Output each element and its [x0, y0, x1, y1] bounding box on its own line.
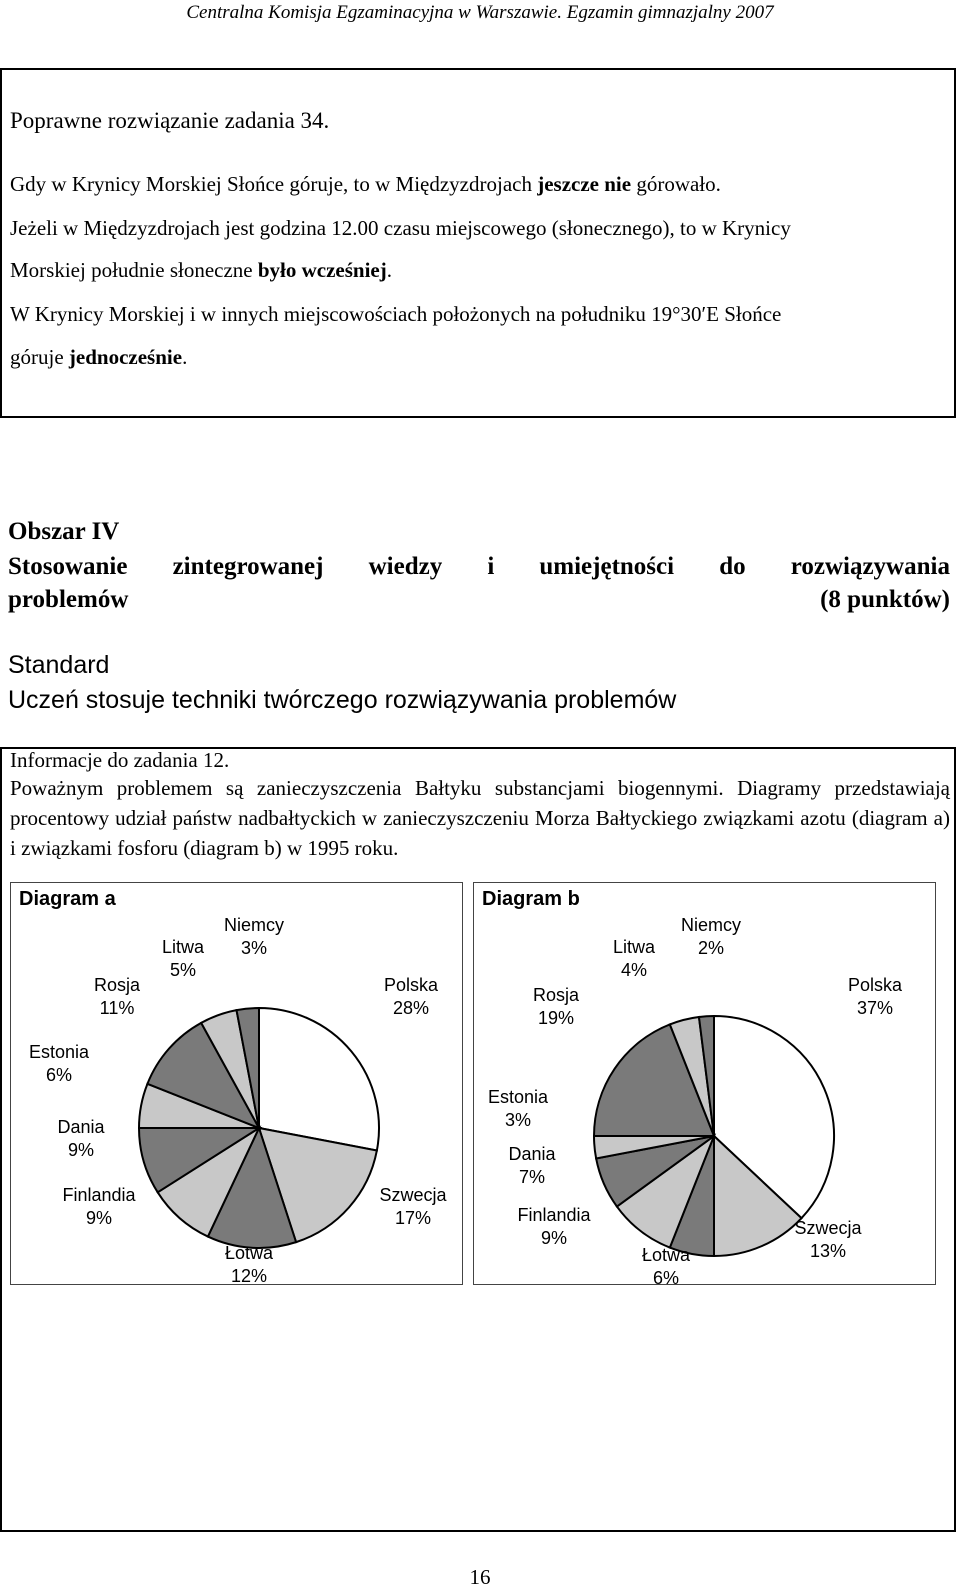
slice-value: 3%: [240, 938, 268, 958]
solution-line-5: [10, 345, 187, 370]
chart-title: Diagram a: [19, 888, 116, 910]
slice-value: 5%: [169, 960, 197, 980]
slice-label: Rosja: [93, 975, 141, 995]
slice-label: Niemcy: [223, 915, 285, 935]
emphasis: jeszcze nie: [537, 172, 632, 196]
text: .: [386, 258, 393, 282]
slice-label: Litwa: [161, 937, 205, 957]
text: góruje: [10, 345, 69, 369]
text: górowało.: [631, 172, 721, 196]
slice-value: 11%: [99, 998, 135, 1018]
slice-label: Dania: [508, 1144, 556, 1164]
solution-line-2: Jeżeli w Międzyzdrojach jest godzina 12.00 czasu miejscowego (słonecznego), to w Krynicy: [10, 216, 791, 240]
page-header: Centralna Komisja Egzaminacyjna w Warszawie. Egzamin gimnazjalny 2007: [186, 2, 774, 23]
slice-value: 4%: [620, 960, 648, 980]
info-box: [0, 747, 956, 1532]
slice-label: Dania: [57, 1117, 105, 1137]
subtitle-end-word: problemów: [8, 586, 129, 613]
page-number: 16: [469, 1565, 491, 1589]
slice-label: Szwecja: [379, 1185, 447, 1205]
slice-value: 9%: [540, 1228, 568, 1248]
text: .: [182, 345, 188, 369]
subtitle-word: i: [487, 553, 495, 580]
slice-value: 6%: [45, 1065, 73, 1085]
slice-value: 17%: [394, 1208, 432, 1228]
pie-slice-polska: [259, 1008, 379, 1150]
points-label: (8 punktów): [820, 586, 950, 613]
standard-text: Uczeń stosuje techniki twórczego rozwiązywania problemów: [8, 686, 677, 714]
section-title: Obszar IV: [8, 518, 120, 545]
diagram-b-frame: [473, 882, 936, 1285]
slice-label: Litwa: [612, 937, 656, 957]
slice-label: Rosja: [532, 985, 580, 1005]
slice-label: Łotwa: [224, 1243, 274, 1263]
chart-title: Diagram b: [482, 888, 580, 910]
slice-value: 9%: [85, 1208, 113, 1228]
slice-label: Finlandia: [517, 1205, 591, 1225]
solution-line-1: [10, 172, 721, 197]
slice-value: 3%: [504, 1110, 532, 1130]
slice-label: Finlandia: [62, 1185, 136, 1205]
slice-value: 28%: [392, 998, 430, 1018]
subtitle-word: Stosowanie: [8, 553, 128, 580]
slice-label: Estonia: [28, 1042, 90, 1062]
slice-label: Polska: [383, 975, 439, 995]
slice-value: 9%: [67, 1140, 95, 1160]
slice-label: Polska: [847, 975, 903, 995]
slice-label: Łotwa: [641, 1245, 691, 1265]
slice-value: 13%: [809, 1241, 847, 1261]
section-subtitle: [8, 553, 950, 581]
solution-line-3: [10, 258, 392, 283]
subtitle-word: do: [719, 553, 746, 580]
standard-label: Standard: [8, 651, 110, 679]
solution-title: Poprawne rozwiązanie zadania 34.: [10, 108, 330, 133]
emphasis: było wcześniej: [257, 258, 387, 282]
slice-label: Szwecja: [794, 1218, 862, 1238]
subtitle-word: wiedzy: [368, 553, 443, 580]
diagram-a-frame: [10, 882, 463, 1285]
subtitle-word: zintegrowanej: [172, 553, 324, 580]
subtitle-word: umiejętności: [539, 553, 675, 580]
slice-label: Estonia: [487, 1087, 549, 1107]
info-title: Informacje do zadania 12.: [10, 748, 230, 772]
slice-value: 2%: [697, 938, 725, 958]
solution-box: [0, 68, 956, 418]
info-text: Poważnym problemem są zanieczyszczenia Bałtyku substancjami biogennymi. Diagramy przedstawiają procentowy udział państw nadbałtyckich w zanieczyszczeniu Morza Bałtyckiego związkami azotu (diagram a) i związkami fosforu (diagram b) w 1995 roku.: [10, 776, 950, 860]
emphasis: jednocześnie: [68, 345, 183, 369]
slice-value: 6%: [652, 1268, 680, 1284]
slice-value: 7%: [518, 1167, 546, 1187]
slice-label: Niemcy: [680, 915, 742, 935]
slice-value: 19%: [537, 1008, 575, 1028]
diagram-a-chart: [11, 883, 462, 1284]
slice-value: 37%: [856, 998, 894, 1018]
subtitle-word: rozwiązywania: [790, 553, 950, 580]
slice-value: 12%: [230, 1266, 268, 1284]
diagram-b-chart: [474, 883, 935, 1284]
text: Morskiej południe słoneczne: [10, 258, 258, 282]
text: Gdy w Krynicy Morskiej Słońce góruje, to w Międzyzdrojach: [10, 172, 538, 196]
solution-line-4: W Krynicy Morskiej i w innych miejscowościach położonych na południku 19°30′E Słońce: [10, 302, 782, 326]
section-subtitle-end: [8, 586, 950, 614]
